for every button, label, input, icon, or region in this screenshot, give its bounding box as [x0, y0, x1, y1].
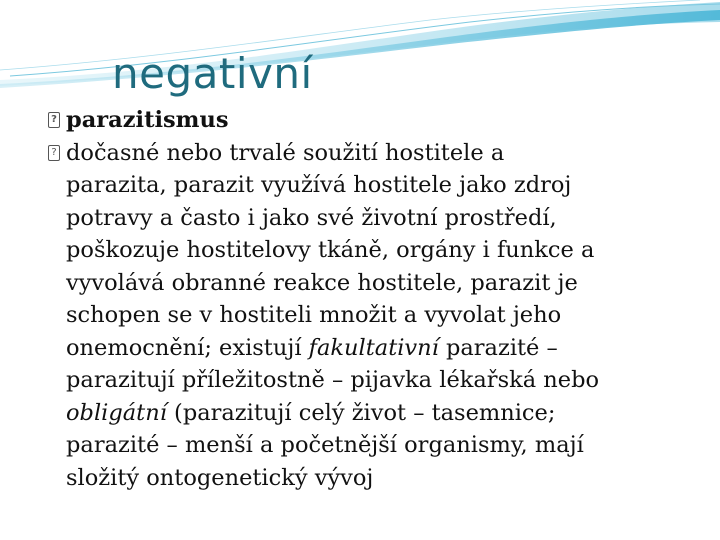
- italic-term: fakultativní: [308, 334, 439, 361]
- bullet-description: [48, 137, 688, 170]
- text-line: parazitují příležitostně – pijavka lékařská nebo: [66, 367, 600, 393]
- text-run: onemocnění; existují: [66, 334, 309, 361]
- bullet-parazitismus: [48, 104, 688, 137]
- text-line: [48, 332, 688, 365]
- text-line: [48, 397, 688, 430]
- text-line: vyvolává obranné reakce hostitele, parazit je: [66, 269, 578, 296]
- text-line: parazita, parazit využívá hostitele jako zdroj: [66, 172, 572, 198]
- bullet-marker-icon: ?: [48, 145, 60, 161]
- text-line: dočasné nebo trvalé soužití hostitele a: [66, 139, 505, 166]
- text-line: parazité – menší a početnější organismy, mají: [66, 432, 584, 458]
- slide-title: negativní: [112, 49, 313, 98]
- bullet-text: parazitismus: [66, 107, 229, 133]
- italic-term: obligátní: [66, 399, 167, 426]
- slide-body: [48, 104, 688, 494]
- text-line: potravy a často i jako své životní prostředí,: [66, 204, 557, 231]
- text-line: poškozuje hostitelovy tkáně, orgány i funkce a: [66, 237, 595, 263]
- bullet-marker-icon: ?: [48, 112, 60, 128]
- text-line: složitý ontogenetický vývoj: [66, 464, 374, 491]
- decorative-swoosh: [0, 0, 720, 90]
- text-line: schopen se v hostiteli množit a vyvolat jeho: [66, 302, 562, 328]
- text-run: (parazitují celý život – tasemnice;: [166, 399, 556, 426]
- text-run: parazité –: [438, 334, 558, 361]
